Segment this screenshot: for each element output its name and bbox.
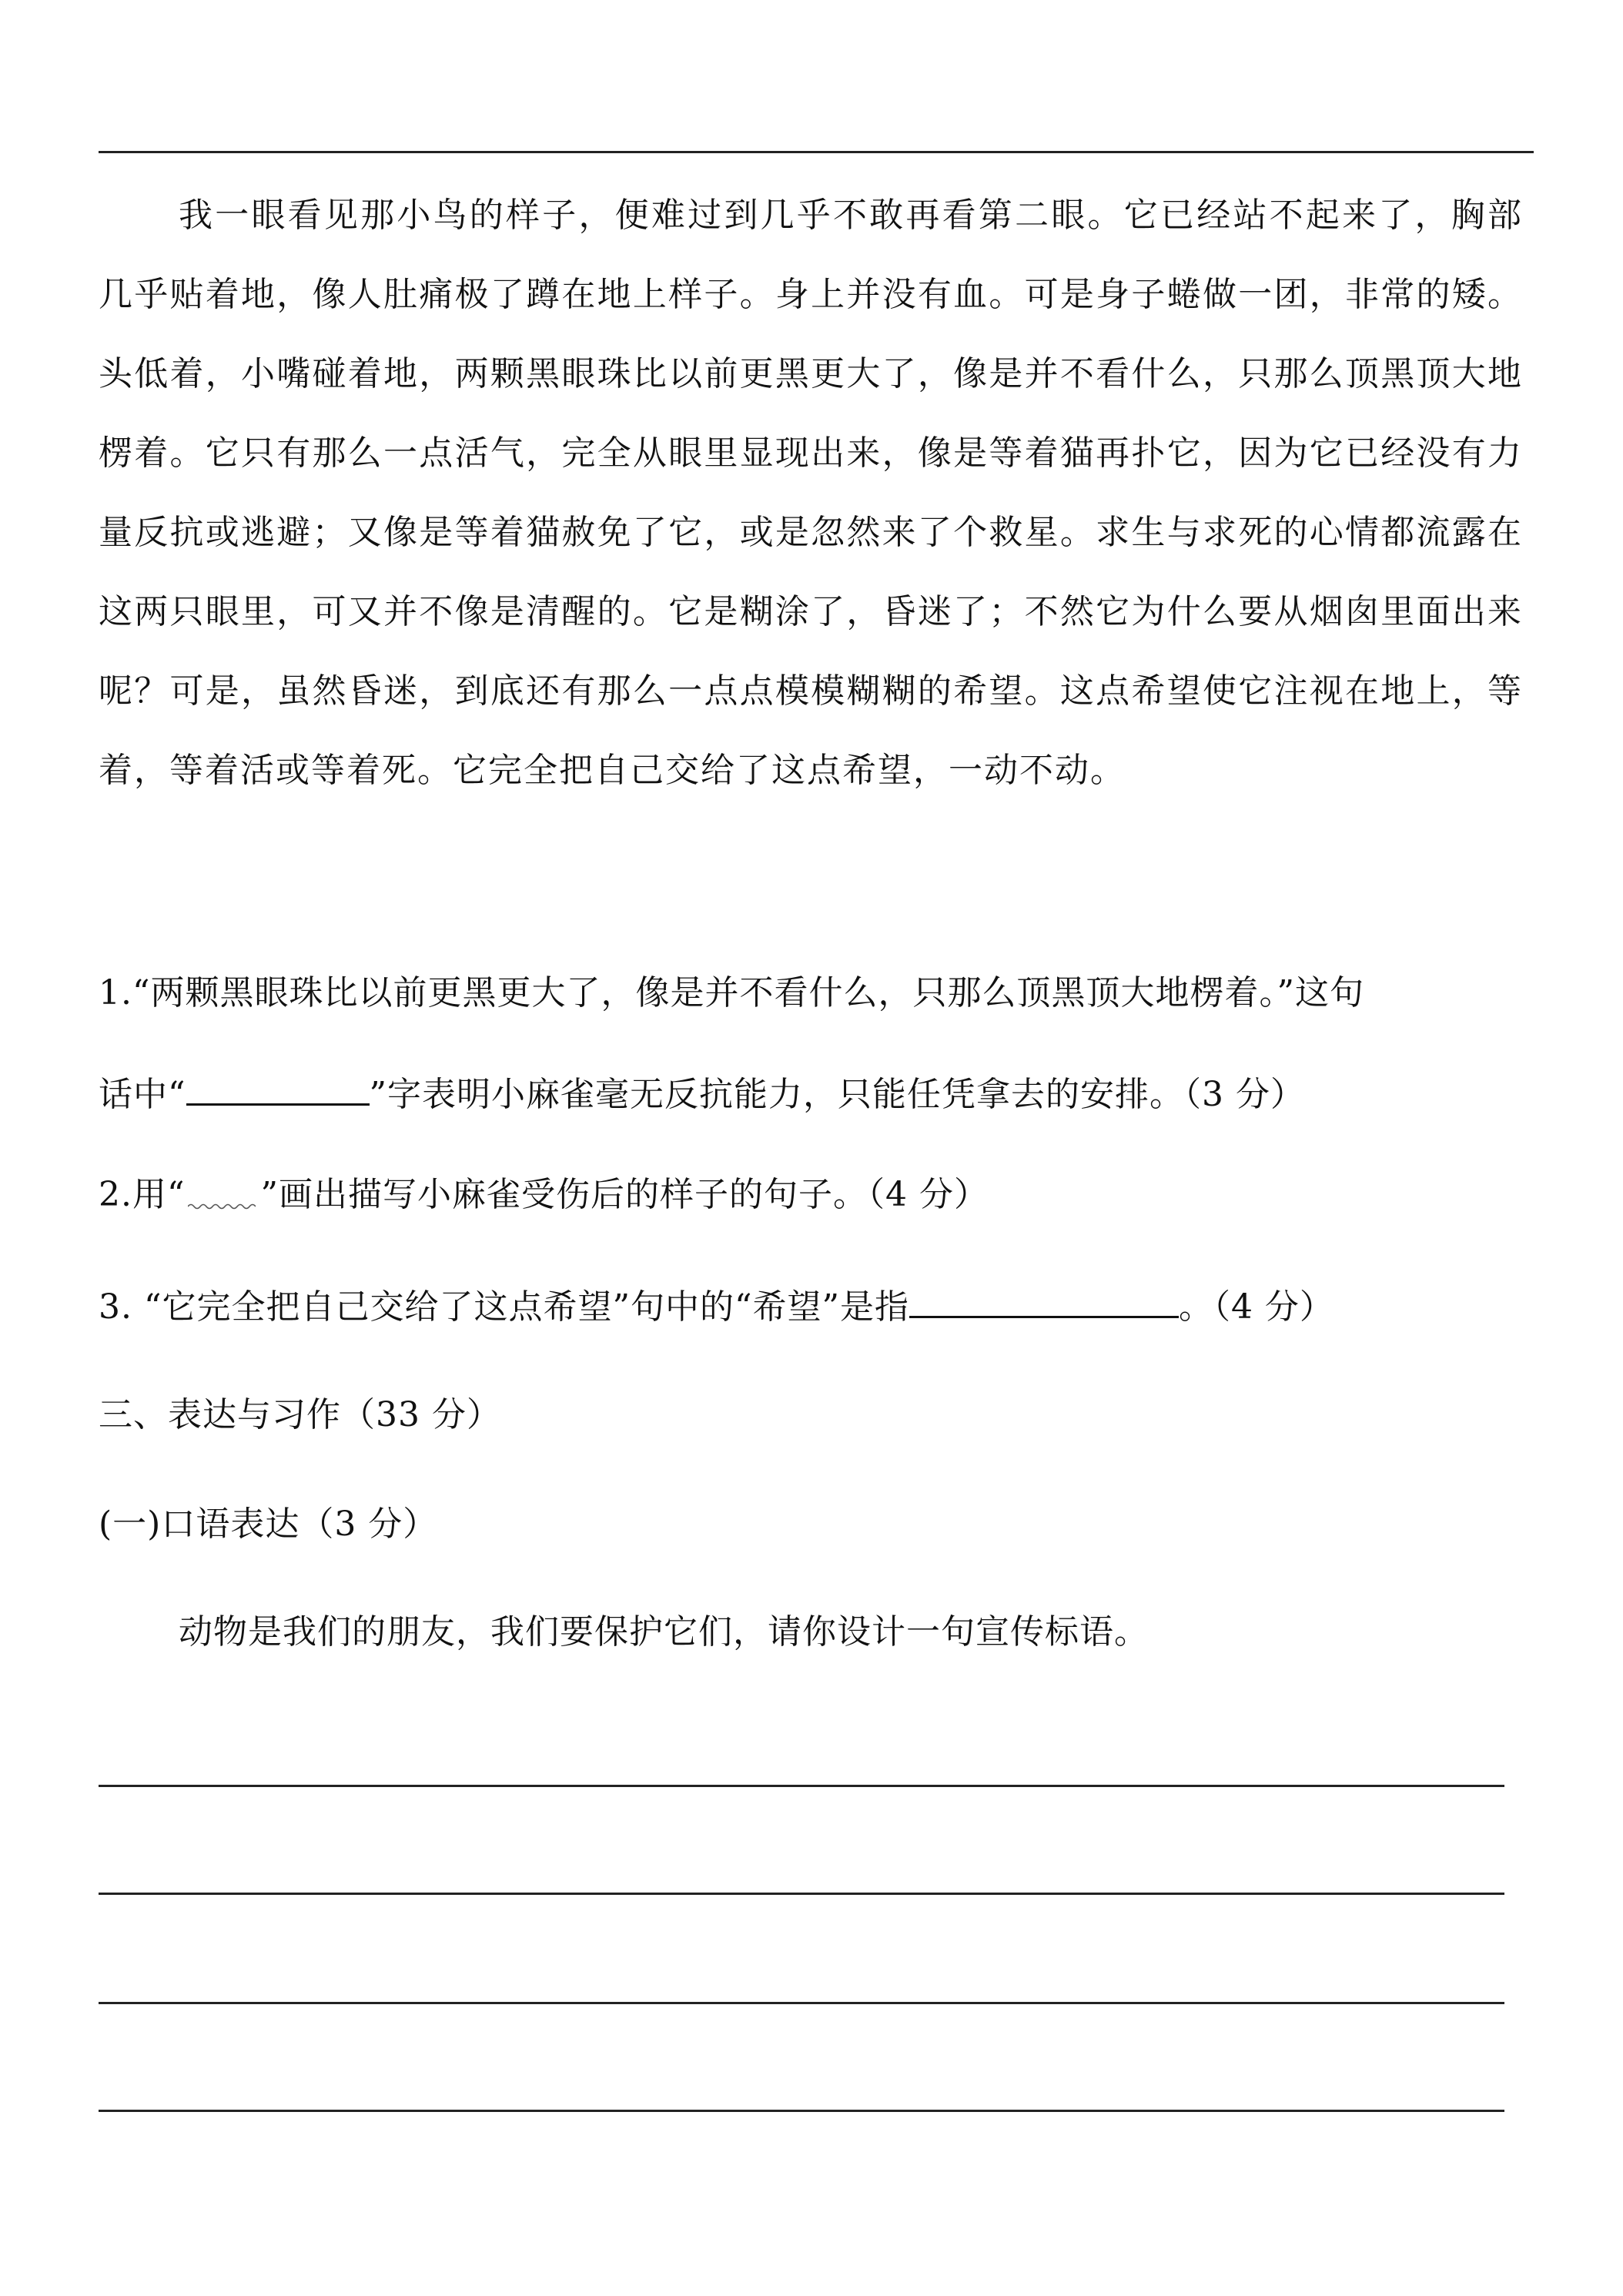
question-3-suffix: 。（4 分） (1178, 1287, 1334, 1327)
question-2-line (99, 1172, 989, 1218)
writing-prompt: 动物是我们的朋友，我们要保护它们，请你设计一句宣传标语。 (179, 1612, 1149, 1652)
question-3-prefix: 3. “它完全把自己交给了这点希望”句中的“希望”是指 (99, 1287, 909, 1327)
answer-line-2[interactable] (99, 1893, 1504, 1895)
question-1-text: 1.“两颗黑眼珠比以前更黑更大了，像是并不看什么，只那么顶黑顶大地楞着。”这句 (99, 973, 1364, 1012)
subsection-title: (一)口语表达（3 分） (99, 1504, 438, 1544)
answer-line-4[interactable] (99, 2110, 1504, 2112)
question-3-line (99, 1284, 1334, 1330)
wavy-underline-sample (185, 1175, 260, 1206)
top-rule (99, 151, 1534, 153)
reading-passage: 我一眼看见那小鸟的样子，便难过到几乎不敢再看第二眼。它已经站不起来了，胸部几乎贴着地，像人肚痛极了蹲在地上样子。身上并没有血。可是身子蜷做一团，非常的矮。头低着，小嘴碰着地，两颗黑眼珠比以前更黑更大了，像是并不看什么，只那么顶黑顶大地楞着。它只有那么一点活气，完全从眼里显现出来，像是等着猫再扑它，因为它已经没有力量反抗或逃避；又像是等着猫赦免了它，或是忽然来了个救星。求生与求死的心情都流露在这两只眼里，可又并不像是清醒的。它是糊涂了，昏迷了；不然它为什么要从烟囱里面出来呢？可是，虽然昏迷，到底还有那么一点点模模糊糊的希望。这点希望使它注视在地上，等着，等着活或等着死。它完全把自己交给了这点希望，一动不动。 (99, 196, 1523, 790)
answer-line-1[interactable] (99, 1785, 1504, 1787)
question-3-answer-blank[interactable] (909, 1285, 1179, 1318)
question-1-line-2 (99, 1072, 1305, 1118)
answer-line-3[interactable] (99, 2002, 1504, 2004)
question-2-suffix: ”画出描写小麻雀受伤后的样子的句子。（4 分） (260, 1175, 989, 1214)
section-title: 三、表达与习作（33 分） (99, 1395, 501, 1434)
question-1-prefix: 话中“ (99, 1075, 186, 1114)
question-1-answer-blank[interactable] (186, 1073, 370, 1106)
question-1-suffix: ”字表明小麻雀毫无反抗能力，只能任凭拿去的安排。（3 分） (369, 1075, 1305, 1114)
question-1-line-1 (99, 970, 1364, 1016)
question-2-prefix: 2.用“ (99, 1175, 186, 1214)
